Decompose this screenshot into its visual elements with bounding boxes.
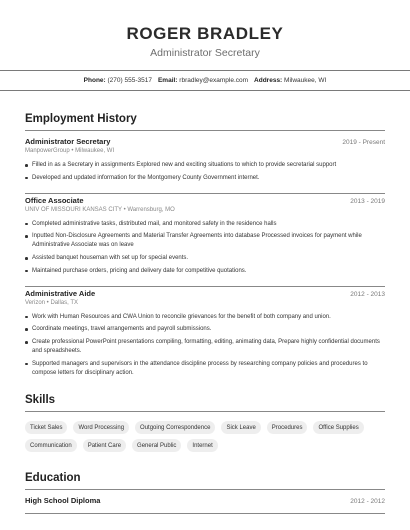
job-divider: [25, 286, 385, 287]
employment-section: [0, 113, 410, 377]
education-dates: 2012 - 2012: [350, 498, 385, 506]
skill-chip: Sick Leave: [221, 421, 260, 434]
job-bullets: [25, 220, 385, 276]
job-bullet: Developed and updated information for the Montgomery County Government internet.: [25, 174, 385, 183]
job-entry: [25, 289, 385, 378]
skill-chip: Office Supplies: [313, 421, 363, 434]
email-value: rbradley@example.com: [179, 77, 249, 84]
skill-chip: Outgoing Correspondence: [135, 421, 215, 434]
job-title: Office Associate: [25, 195, 84, 205]
section-title-employment: Employment History: [25, 113, 137, 125]
skill-chip: Ticket Sales: [25, 421, 67, 434]
phone-value: (270) 555-3517: [107, 77, 152, 84]
job-entry: [25, 137, 385, 183]
section-divider: [25, 489, 385, 490]
job-bullet: Coordinate meetings, travel arrangements and payroll submissions.: [25, 325, 385, 334]
resume-header: [0, 0, 410, 60]
job-dates: 2013 - 2019: [350, 197, 385, 205]
job-bullet: Inputted Non-Disclosure Agreements and Material Transfer Agreements into database Processed invoices for payment while Administrative Associate was on leave: [25, 232, 385, 250]
job-bullet: Assisted banquet houseman with set up for special events.: [25, 254, 385, 263]
job-divider: [25, 193, 385, 194]
section-divider: [25, 411, 385, 412]
section-title-education: Education: [25, 472, 81, 485]
job-company: UNIV OF MISSOURI KANSAS CITY • Warrensburg, MO: [25, 206, 175, 213]
skill-chip: Word Processing: [73, 421, 129, 434]
contact-bar: [0, 70, 410, 91]
contact-email: [158, 77, 248, 84]
education-section: [0, 472, 410, 514]
job-bullet: Completed administrative tasks, distributed mail, and monitored safety in the residence halls: [25, 220, 385, 229]
job-dates: 2012 - 2013: [350, 290, 385, 298]
skills-list: [25, 421, 385, 452]
job-title: Administrator Secretary: [25, 137, 111, 146]
job-bullet: Maintained purchase orders, pricing and delivery date for competitive quotations.: [25, 267, 385, 276]
contact-address: [254, 77, 326, 84]
section-title-skills: Skills: [25, 394, 56, 407]
job-bullet: Create professional PowerPoint presentations compiling, formatting, editing, animating data, Prepare highly confidential documents and spreadsheets.: [25, 338, 385, 356]
email-label: Email:: [157, 77, 178, 84]
skill-chip: General Public: [132, 439, 181, 452]
job-title: Administrative Aide: [25, 288, 96, 298]
skill-chip: Procedures: [267, 421, 308, 434]
contact-phone: [84, 77, 152, 84]
candidate-name: ROGER BRADLEY: [126, 24, 284, 43]
skill-chip: Patient Care: [83, 439, 126, 452]
job-bullet: Filled in as a Secretary in assignments Explored new and exciting situations to which to provide secretarial support: [25, 161, 385, 170]
address-value: Milwaukee, WI: [284, 77, 327, 84]
job-company: Verizon • Dallas, TX: [25, 299, 79, 306]
education-divider: [25, 513, 385, 514]
skill-chip: Communication: [25, 439, 77, 452]
job-bullets: [25, 313, 385, 378]
candidate-title: Administrator Secretary: [150, 47, 260, 59]
skill-chip: Internet: [187, 439, 217, 452]
job-bullets: [25, 161, 385, 183]
job-entry: [25, 196, 385, 276]
phone-label: Phone:: [83, 77, 106, 84]
degree-title: High School Diploma: [25, 496, 101, 506]
job-bullet: Supported managers and supervisors in the attendance discipline process by researching company policies and procedures to compose letters for disciplinary action.: [25, 360, 385, 378]
job-company: ManpowerGroup • Milwaukee, WI: [25, 148, 115, 154]
section-divider: [25, 130, 385, 131]
address-label: Address:: [254, 77, 283, 84]
skills-section: [0, 394, 410, 452]
job-bullet: Work with Human Resources and CWA Union to reconcile grievances for the benefit of both company and union.: [25, 313, 385, 322]
job-dates: 2019 - Present: [342, 139, 385, 146]
education-entry: [25, 496, 385, 505]
